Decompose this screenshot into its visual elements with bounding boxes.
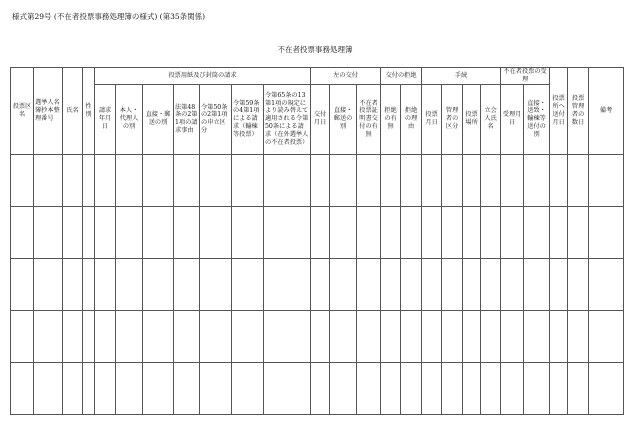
table-row (11, 206, 624, 258)
table-cell[interactable] (589, 362, 624, 414)
table-cell[interactable] (422, 362, 442, 414)
table-cell[interactable] (357, 362, 381, 414)
group-receipt: 不在者投票の受理 (501, 68, 550, 85)
table-cell[interactable] (11, 310, 34, 362)
table-cell[interactable] (174, 206, 200, 258)
col-art50: 令第50条の2第1項の申立区分 (200, 84, 232, 154)
table-cell[interactable] (174, 154, 200, 206)
table-cell[interactable] (264, 258, 311, 310)
table-cell[interactable] (63, 310, 83, 362)
table-cell[interactable] (95, 362, 116, 414)
col-receipt-date: 受理月日 (501, 84, 524, 154)
table-cell[interactable] (463, 362, 481, 414)
col-name: 氏名 (63, 68, 83, 155)
table-cell[interactable] (264, 206, 311, 258)
form-number-caption: 様式第29号 (不在者投票事務処理簿の様式) (第35条関係) (12, 12, 206, 21)
group-procedure: 手続 (422, 68, 501, 85)
table-cell[interactable] (34, 154, 63, 206)
table-cell[interactable] (501, 258, 524, 310)
table-cell[interactable] (568, 362, 589, 414)
table-cell[interactable] (200, 362, 232, 414)
col-direct-or-mail: 直接・郵送の別 (143, 84, 174, 154)
table-cell[interactable] (463, 206, 481, 258)
table-cell[interactable] (311, 310, 330, 362)
table-cell[interactable] (422, 154, 442, 206)
table-cell[interactable] (116, 154, 143, 206)
col-refusal-yesno: 拒絶の有無 (381, 84, 401, 154)
table-cell[interactable] (501, 310, 524, 362)
document-title: 不在者投票事務処理簿 (277, 45, 353, 54)
table-cell[interactable] (174, 362, 200, 414)
group-ballot-request: 投票用紙及び封筒の請求 (95, 68, 311, 85)
table-cell[interactable] (116, 258, 143, 310)
absentee-voting-register-table (10, 67, 624, 415)
table-cell[interactable] (442, 362, 463, 414)
table-cell[interactable] (200, 206, 232, 258)
col-self-or-proxy: 本人・代理人の別 (116, 84, 143, 154)
table-cell[interactable] (330, 206, 357, 258)
table-cell[interactable] (463, 154, 481, 206)
table-cell[interactable] (357, 310, 381, 362)
table-cell[interactable] (34, 206, 63, 258)
table-cell[interactable] (34, 362, 63, 414)
col-sent-count: 投票管理者の数日 (568, 68, 589, 155)
table-cell[interactable] (11, 206, 34, 258)
table-cell[interactable] (232, 206, 264, 258)
col-delivery-method: 直接・郵送の別 (330, 84, 357, 154)
table-cell[interactable] (381, 206, 401, 258)
table-cell[interactable] (442, 310, 463, 362)
table-cell[interactable] (442, 154, 463, 206)
table-cell[interactable] (95, 154, 116, 206)
table-cell[interactable] (232, 310, 264, 362)
table-cell[interactable] (11, 154, 34, 206)
table-cell[interactable] (589, 258, 624, 310)
table-cell[interactable] (63, 206, 83, 258)
table-cell[interactable] (524, 310, 550, 362)
table-cell[interactable] (501, 362, 524, 414)
table-cell[interactable] (95, 310, 116, 362)
table-row (11, 310, 624, 362)
table-cell[interactable] (330, 362, 357, 414)
table-cell[interactable] (34, 258, 63, 310)
table-cell[interactable] (524, 206, 550, 258)
table-cell[interactable] (143, 206, 174, 258)
table-cell[interactable] (550, 310, 568, 362)
table-cell[interactable] (232, 154, 264, 206)
table-cell[interactable] (63, 154, 83, 206)
table-cell[interactable] (63, 258, 83, 310)
table-cell[interactable] (116, 206, 143, 258)
table-cell[interactable] (401, 310, 422, 362)
table-cell[interactable] (232, 362, 264, 414)
table-row (11, 362, 624, 414)
col-vote-place: 投票場所 (463, 84, 481, 154)
table-cell[interactable] (422, 258, 442, 310)
table-cell[interactable] (589, 154, 624, 206)
table-cell[interactable] (568, 310, 589, 362)
col-refusal-reason: 拒絶の理由 (401, 84, 422, 154)
table-cell[interactable] (524, 362, 550, 414)
table-cell[interactable] (550, 258, 568, 310)
col-district: 投票区名 (11, 68, 34, 155)
table-cell[interactable] (200, 154, 232, 206)
table-cell[interactable] (463, 310, 481, 362)
table-cell[interactable] (83, 310, 95, 362)
table-cell[interactable] (481, 362, 501, 414)
table-cell[interactable] (381, 154, 401, 206)
table-cell[interactable] (501, 206, 524, 258)
col-delivery-date: 交付月日 (311, 84, 330, 154)
table-body (11, 154, 624, 414)
table-cell[interactable] (34, 310, 63, 362)
table-cell[interactable] (232, 258, 264, 310)
table-cell[interactable] (83, 154, 95, 206)
table-cell[interactable] (422, 310, 442, 362)
table-cell[interactable] (83, 258, 95, 310)
table-cell[interactable] (357, 154, 381, 206)
table-row (11, 154, 624, 206)
col-witness: 立会人氏名 (481, 84, 501, 154)
table-cell[interactable] (481, 206, 501, 258)
table-cell[interactable] (481, 310, 501, 362)
table-cell[interactable] (401, 258, 422, 310)
table-cell[interactable] (143, 258, 174, 310)
table-cell[interactable] (524, 258, 550, 310)
table-cell[interactable] (95, 258, 116, 310)
table-cell[interactable] (311, 362, 330, 414)
table-cell[interactable] (568, 206, 589, 258)
table-cell[interactable] (200, 258, 232, 310)
table-cell[interactable] (442, 258, 463, 310)
col-manager-type: 管理者の区分 (442, 84, 463, 154)
table-cell[interactable] (11, 258, 34, 310)
table-cell[interactable] (381, 362, 401, 414)
table-cell[interactable] (311, 258, 330, 310)
col-request-date: 請求年月日 (95, 84, 116, 154)
table-cell[interactable] (311, 206, 330, 258)
table-cell[interactable] (11, 362, 34, 414)
table-cell[interactable] (589, 310, 624, 362)
table-cell[interactable] (330, 154, 357, 206)
table-cell[interactable] (83, 206, 95, 258)
col-voter-number: 選挙人名簿抄本整理番号 (34, 68, 63, 155)
table-cell[interactable] (568, 258, 589, 310)
table-cell[interactable] (116, 362, 143, 414)
table-cell[interactable] (174, 310, 200, 362)
table-cell[interactable] (463, 258, 481, 310)
col-vote-date: 投票月日 (422, 84, 442, 154)
table-cell[interactable] (357, 258, 381, 310)
table-cell[interactable] (589, 206, 624, 258)
table-cell[interactable] (550, 206, 568, 258)
table-cell[interactable] (330, 258, 357, 310)
table-cell[interactable] (381, 258, 401, 310)
table-cell[interactable] (143, 310, 174, 362)
table-cell[interactable] (63, 362, 83, 414)
table-cell[interactable] (401, 154, 422, 206)
table-cell[interactable] (143, 154, 174, 206)
table-cell[interactable] (264, 362, 311, 414)
table-cell[interactable] (524, 154, 550, 206)
table-cell[interactable] (83, 362, 95, 414)
table-cell[interactable] (501, 154, 524, 206)
table-cell[interactable] (330, 310, 357, 362)
table-cell[interactable] (143, 362, 174, 414)
table-cell[interactable] (401, 206, 422, 258)
col-remarks: 備考 (589, 68, 624, 155)
col-gender: 性別 (83, 68, 95, 155)
table-cell[interactable] (311, 154, 330, 206)
table-cell[interactable] (568, 154, 589, 206)
col-receipt-method: 直接・送致・輸棟等送付の別 (524, 84, 550, 154)
table-cell[interactable] (95, 206, 116, 258)
table-cell[interactable] (264, 310, 311, 362)
table-cell[interactable] (401, 362, 422, 414)
table-cell[interactable] (481, 154, 501, 206)
col-art65: 令第65条の13第1項の規定により読み替えて適用される令第50条による請求（在外選挙人の不在者投票） (264, 84, 311, 154)
col-sent-date: 投票所へ送付月日 (550, 68, 568, 155)
table-cell[interactable] (481, 258, 501, 310)
table-cell[interactable] (550, 362, 568, 414)
table-cell[interactable] (357, 206, 381, 258)
table-row (11, 258, 624, 310)
table-cell[interactable] (264, 154, 311, 206)
group-delivery: 左の交付 (311, 68, 381, 85)
group-refusal: 交付の拒絶 (381, 68, 422, 85)
col-art59: 令第59条の4第1項による請求（輸棟等投票） (232, 84, 264, 154)
table-cell[interactable] (422, 206, 442, 258)
col-certificate: 不在者投票証明書交付の有無 (357, 84, 381, 154)
table-cell[interactable] (174, 258, 200, 310)
table-cell[interactable] (116, 310, 143, 362)
table-cell[interactable] (200, 310, 232, 362)
table-cell[interactable] (550, 154, 568, 206)
table-cell[interactable] (442, 206, 463, 258)
col-art48: 法第48条の2第1項の請求事由 (174, 84, 200, 154)
table-cell[interactable] (381, 310, 401, 362)
